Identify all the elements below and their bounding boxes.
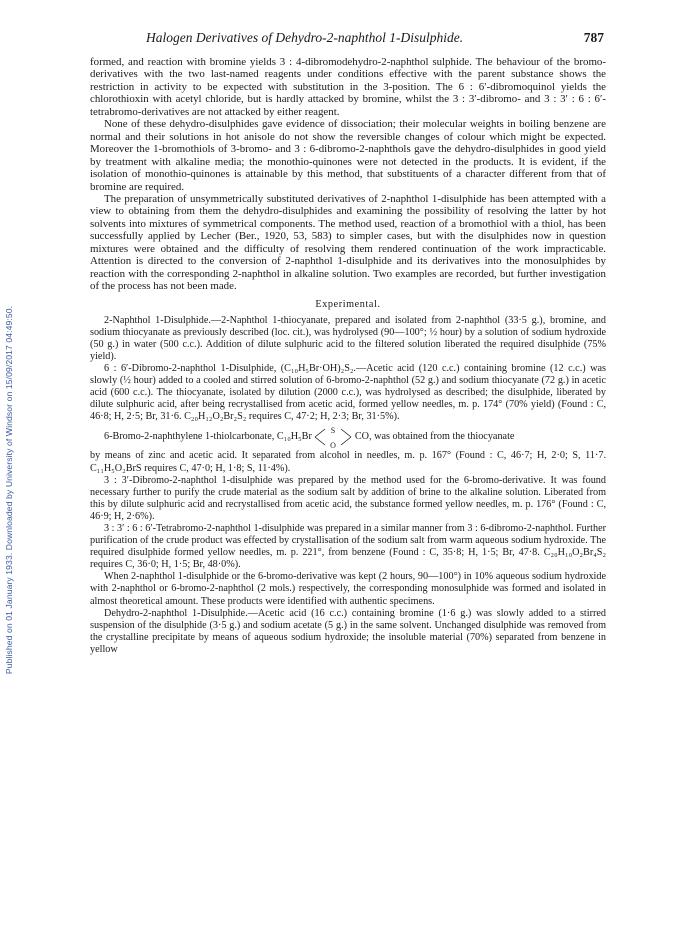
page-content xyxy=(90,30,606,656)
paragraph: When 2-naphthol 1-disulphide or the 6-bromo-derivative was kept (2 hours, 90—100°) in 10% aqueous sodium hydroxide with 2-naphthol or 6-bromo-2-naphthol (2 mols.) respectively, the corresponding monosulphide was formed and isolated in almost theoretical amount. These products were identified with authentic specimens. xyxy=(90,571,606,607)
download-watermark xyxy=(2,130,16,850)
ring-structure-svg xyxy=(313,426,353,448)
paragraph: 3 : 3′-Dibromo-2-naphthol 1-disulphide was prepared by the method used for the 6-bromo-derivative. It was found necessary further to purify the crude material as the sodium salt by addition of brine to the alkaline solution. Liberated from this by dilute sulphuric acid and recrystallised from acetic acid, the substance formed yellow needles, m. p. 176° (Found : C, 46·9; H, 2·6%). xyxy=(90,474,606,522)
thiolcarbonate-ring-structure xyxy=(313,426,353,448)
ring-bottom-atom: O xyxy=(329,441,336,449)
paragraph: 2-Naphthol 1-Disulphide.—2-Naphthol 1-thiocyanate, prepared and isolated from 2-naphthol (33·5 g.), bromine, and sodium thiocyanate as previously described (loc. cit.), was hydrolysed (90—100°; ½ hour) by a solution of sodium hydroxide (50 g.) in water (500 c.c.). Addition of dilute sulphuric acid to the filtered solution liberated the required disulphide (75% yield). xyxy=(90,314,606,362)
paragraph: 3 : 3′ : 6 : 6′-Tetrabromo-2-naphthol 1-disulphide was prepared in a similar manner from 3 : 6-dibromo-2-naphthol. Further purification of the crude product was effected by crystallisation of the sodium salt from warm aqueous sodium hydroxide. The required disulphide formed yellow needles, m. p. 221°, from benzene (Found : C, 35·8; H, 1·5; Br, 47·8. C₂₀H₁₀O₂Br₄S₂ requires C, 36·0; H, 1·5; Br, 48·0%). xyxy=(90,523,606,571)
paragraph: Dehydro-2-naphthol 1-Disulphide.—Acetic acid (16 c.c.) containing bromine (1·6 g.) was slowly added to a stirred suspension of the disulphide (3·5 g.) and sodium acetate (5 g.) in the same solvent. Unchanged disulphide was removed from the crystalline precipitate by means of aqueous sodium hydroxide; the insoluble material (70%) separated from benzene in yellow xyxy=(90,607,606,655)
paragraph: None of these dehydro-disulphides gave evidence of dissociation; their molecular weights in boiling benzene are normal and their solutions in hot anisole do not show the reversible changes of colour which might be expected. Moreover the 1-bromothiols of 3-bromo- and 3 : 6-dibromo-2-naphthols gave the dehydro-disulphides in good yield by treatment with alkaline media; the monothio-quinones were not detected in the products. It is evident, if the isolation of monothio-quinones is attainable by this method, that substituents of a character different from that of bromine are required. xyxy=(90,118,606,193)
body-text-top xyxy=(90,56,606,293)
formula-tail-text: CO, was obtained from the thiocyanate xyxy=(354,431,515,443)
page-number: 787 xyxy=(583,30,604,45)
formula-lead-text: 6-Bromo-2-naphthylene 1-thiolcarbonate, C₁₀H₅Br xyxy=(104,431,312,443)
paragraph: formed, and reaction with bromine yields 3 : 4-dibromodehydro-2-naphthol sulphide. The behaviour of the bromo-derivatives with the two last-named reagents under conditions effective with the parent substance shows the restriction in activity to be expected with substitution in the 3-position. The 6 : 6′-dibromoquinol yields the chlorothioxin with acetyl chloride, but is hardly attacked by bromine, whilst the 3 : 3′-dibromo- and 3 : 3′ : 6 : 6′-tetrabromo-derivatives are not attacked by either reagent. xyxy=(90,56,606,118)
paragraph: 6 : 6′-Dibromo-2-naphthol 1-Disulphide, (C₁₀H₅Br·OH)₂S₂.—Acetic acid (120 c.c.) containing bromine (12 c.c.) was slowly (½ hour) added to a cooled and stirred solution of 6-bromo-2-naphthol (52 g.) and sodium thiocyanate (72 g.) in acetic acid (600 c.c.). The thiocyanate, isolated by dilution (2000 c.c.), was hydrolysed as described; the disulphide, liberated by dilute sulphuric acid, after being recrystallised from acetic acid, formed yellow needles, m. p. 174° (70% yield) (Found : C, 46·8; H, 2·5; Br, 31·6. C₂₀H₁₂O₂Br₂S₂ requires C, 47·2; H, 2·3; Br, 31·5%). xyxy=(90,362,606,423)
running-title: Halogen Derivatives of Dehydro-2-naphthol 1-Disulphide. xyxy=(146,30,464,45)
running-header xyxy=(90,30,606,50)
section-heading: Experimental. xyxy=(315,298,381,310)
watermark-text: Published on 01 January 1933. Downloaded by University of Windsor on 15/09/2017 04:49:50. xyxy=(4,305,14,675)
ring-top-atom: S xyxy=(330,426,336,436)
experimental-text xyxy=(90,315,606,656)
paragraph: by means of zinc and acetic acid. It separated from alcohol in needles, m. p. 167° (Found : C, 46·7; H, 2·0; S, 11·7. C₁₁H₅O₂BrS requires C, 47·0; H, 1·8; S, 11·4%). xyxy=(90,450,606,474)
paragraph: The preparation of unsymmetrically substituted derivatives of 2-naphthol 1-disulphide has been attempted with a view to obtaining from them the dehydro-disulphides and examining the possibility of resolving the latter by hot solvents into mixtures of symmetrical components. The method used, reaction of a bromothiol with a thiol, has been successfully applied by Lecher (Ber., 1920, 53, 583) to simpler cases, but with the disulphides now in question mixtures were obtained and the difficulty of resolving them rendered continuation of the work impracticable. Attention is directed to the conversion of 2-naphthol 1-disulphide and its derivatives into the monosulphides by reaction with the corresponding 2-naphthol in alkaline solution. Two examples are recorded, but further investigation of the process has not been made. xyxy=(90,192,606,293)
thiolcarbonate-formula-line xyxy=(104,426,606,448)
